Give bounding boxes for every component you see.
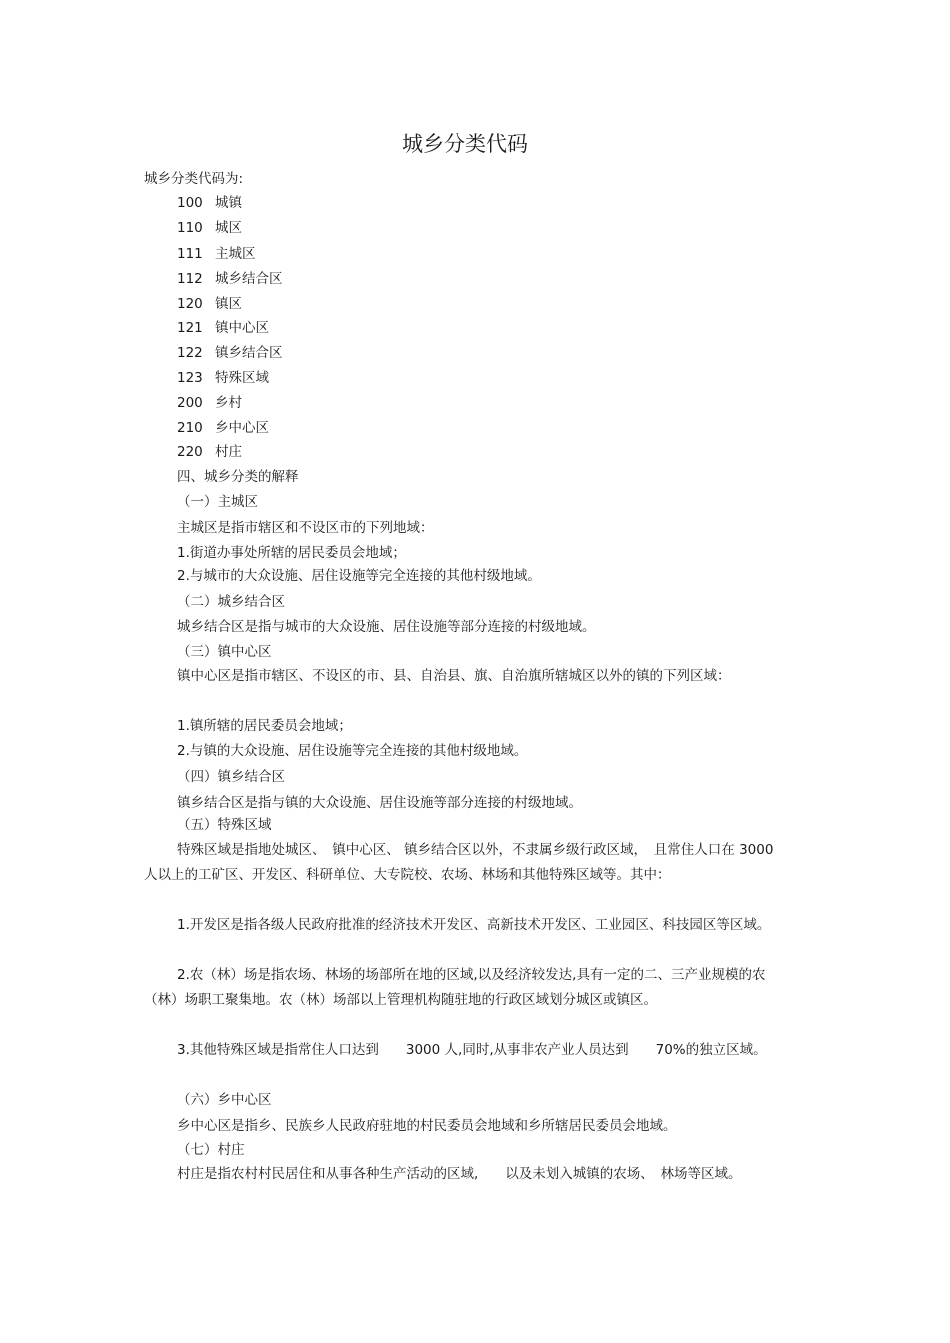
code-label: 镇乡结合区 <box>215 345 283 361</box>
list-item: 2.农（林）场是指农场、林场的场部所在地的区域,以及经济较发达,具有一定的二、三产业规模的农（林）场职工聚集地。农（林）场部以上管理机构随驻地的行政区域划分城区或镇区。 <box>144 967 766 1008</box>
code-row <box>177 443 242 461</box>
code-row <box>177 344 283 362</box>
code-value: 220 <box>177 444 203 460</box>
code-value: 112 <box>177 271 203 287</box>
code-row <box>177 394 242 412</box>
code-label: 特殊区域 <box>215 370 269 386</box>
subsection-heading: （一）主城区 <box>177 494 258 510</box>
code-label: 乡村 <box>215 395 242 411</box>
code-label: 村庄 <box>215 444 242 460</box>
code-value: 121 <box>177 320 203 336</box>
paragraph: 特殊区域是指地处城区、 镇中心区、 镇乡结合区以外，不隶属乡级行政区域， 且常住人口在 3000 人以上的工矿区、开发区、科研单位、大专院校、农场、林场和其他特殊区域等。其中： <box>144 842 774 883</box>
code-label: 主城区 <box>215 246 256 262</box>
code-row <box>177 319 269 337</box>
paragraph: 城乡结合区是指与城市的大众设施、居住设施等部分连接的村级地域。 <box>177 619 596 635</box>
subsection-heading: （四）镇乡结合区 <box>177 769 285 785</box>
code-row <box>177 194 242 212</box>
code-label: 城区 <box>215 220 242 236</box>
code-value: 120 <box>177 296 203 312</box>
paragraph: 主城区是指市辖区和不设区市的下列地域： <box>177 520 434 536</box>
code-label: 城镇 <box>215 195 242 211</box>
code-row <box>177 219 242 237</box>
code-value: 100 <box>177 195 203 211</box>
list-item: 1.开发区是指各级人民政府批准的经济技术开发区、高新技术开发区、工业园区、科技园区等区域。 <box>177 917 771 933</box>
subsection-heading: （六）乡中心区 <box>177 1092 272 1108</box>
list-item: 1.街道办事处所辖的居民委员会地域； <box>177 545 406 561</box>
paragraph: 镇乡结合区是指与镇的大众设施、居住设施等部分连接的村级地域。 <box>177 795 582 811</box>
list-item: 3.其他特殊区域是指常住人口达到 3000 人,同时,从事非农产业人员达到 70%的独立区域。 <box>177 1042 767 1058</box>
page-title: 城乡分类代码 <box>402 132 528 156</box>
list-item: 1.镇所辖的居民委员会地域； <box>177 718 352 734</box>
paragraph: 镇中心区是指市辖区、不设区的市、县、自治县、旗、自治旗所辖城区以外的镇的下列区域： <box>177 668 731 684</box>
code-row <box>177 270 283 288</box>
paragraph: 村庄是指农村村民居住和从事各种生产活动的区域, 以及未划入城镇的农场、 林场等区域。 <box>177 1166 742 1182</box>
section-heading: 四、城乡分类的解释 <box>177 469 299 485</box>
intro-text: 城乡分类代码为: <box>144 171 244 187</box>
code-value: 111 <box>177 246 203 262</box>
list-item: 2.与城市的大众设施、居住设施等完全连接的其他村级地域。 <box>177 568 541 584</box>
subsection-heading: （七）村庄 <box>177 1142 245 1158</box>
code-label: 镇中心区 <box>215 320 269 336</box>
code-value: 200 <box>177 395 203 411</box>
code-label: 乡中心区 <box>215 420 269 436</box>
code-label: 镇区 <box>215 296 242 312</box>
subsection-heading: （二）城乡结合区 <box>177 594 285 610</box>
code-row <box>177 295 242 313</box>
subsection-heading: （五）特殊区域 <box>177 817 272 833</box>
code-row <box>177 369 269 387</box>
code-row <box>177 419 269 437</box>
code-label: 城乡结合区 <box>215 271 283 287</box>
code-value: 210 <box>177 420 203 436</box>
code-row <box>177 245 256 263</box>
paragraph: 乡中心区是指乡、民族乡人民政府驻地的村民委员会地域和乡所辖居民委员会地域。 <box>177 1118 677 1134</box>
code-value: 110 <box>177 220 203 236</box>
code-value: 123 <box>177 370 203 386</box>
subsection-heading: （三）镇中心区 <box>177 644 272 660</box>
code-value: 122 <box>177 345 203 361</box>
list-item: 2.与镇的大众设施、居住设施等完全连接的其他村级地域。 <box>177 743 528 759</box>
